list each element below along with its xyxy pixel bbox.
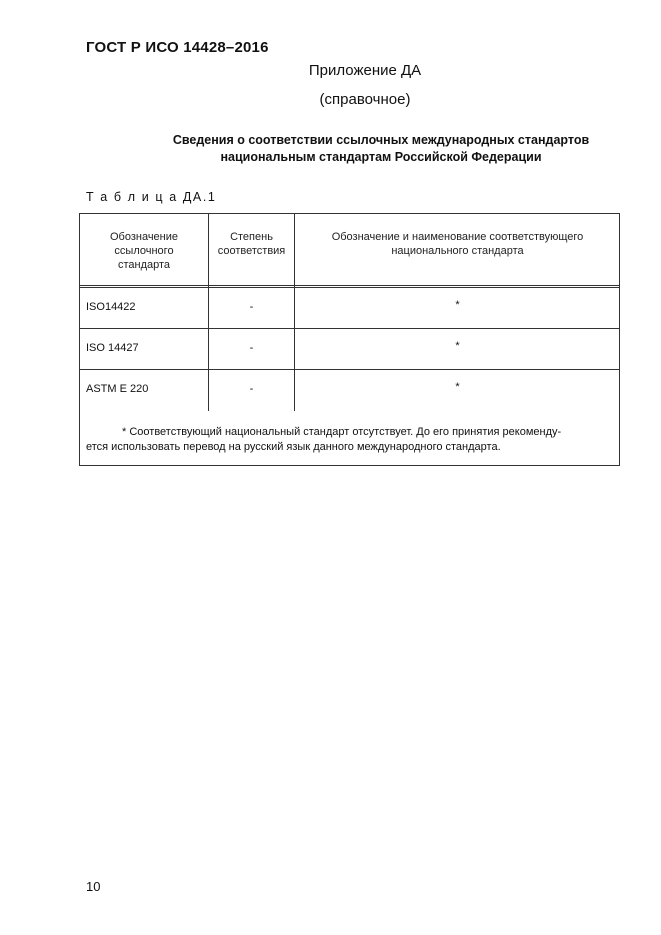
row-reference: ISO14422 <box>86 301 136 313</box>
document-code: ГОСТ Р ИСО 14428–2016 <box>86 39 269 56</box>
page-number: 10 <box>86 879 101 894</box>
row-divider-1 <box>80 328 619 329</box>
header-text: соответствия <box>217 245 286 257</box>
row-reference: ISO 14427 <box>86 342 139 354</box>
heading-line-2: национальным стандартам Российской Федерации <box>220 150 542 164</box>
footnote-line-1: * Соответствующий национальный стандарт отсутствует. До его принятия рекоменду- <box>122 426 562 438</box>
header-national-standard <box>295 230 620 258</box>
table-footnote <box>86 425 611 455</box>
row-national: * <box>455 381 460 393</box>
header-text: стандарта <box>117 259 171 271</box>
header-text: Обозначение <box>109 231 179 243</box>
header-text: Обозначение и наименование соответствующего <box>331 231 584 243</box>
header-text: ссылочного <box>114 245 174 257</box>
appendix-title: Приложение ДА <box>308 62 422 79</box>
section-heading <box>86 132 661 166</box>
header-degree-of-conformity <box>209 230 294 258</box>
table-label: Т а б л и ц а ДА.1 <box>86 190 217 204</box>
row-degree: - <box>249 383 254 395</box>
header-reference-standard <box>80 230 208 272</box>
row-divider-2 <box>80 369 619 370</box>
header-divider <box>80 285 619 286</box>
appendix-type: (справочное) <box>319 91 411 108</box>
heading-line-1: Сведения о соответствии ссылочных международных стандартов <box>172 133 590 147</box>
row-national: * <box>455 299 460 311</box>
header-text: Степень <box>230 231 273 243</box>
row-reference: ASTM E 220 <box>86 383 149 395</box>
correspondence-table <box>79 213 620 466</box>
footnote-line-2: ется использовать перевод на русский язык данного международного стандарта. <box>86 441 501 453</box>
row-degree: - <box>249 342 254 354</box>
header-divider-double <box>80 287 619 288</box>
header-text: национального стандарта <box>391 245 524 257</box>
row-national: * <box>455 340 460 352</box>
row-degree: - <box>249 301 254 313</box>
